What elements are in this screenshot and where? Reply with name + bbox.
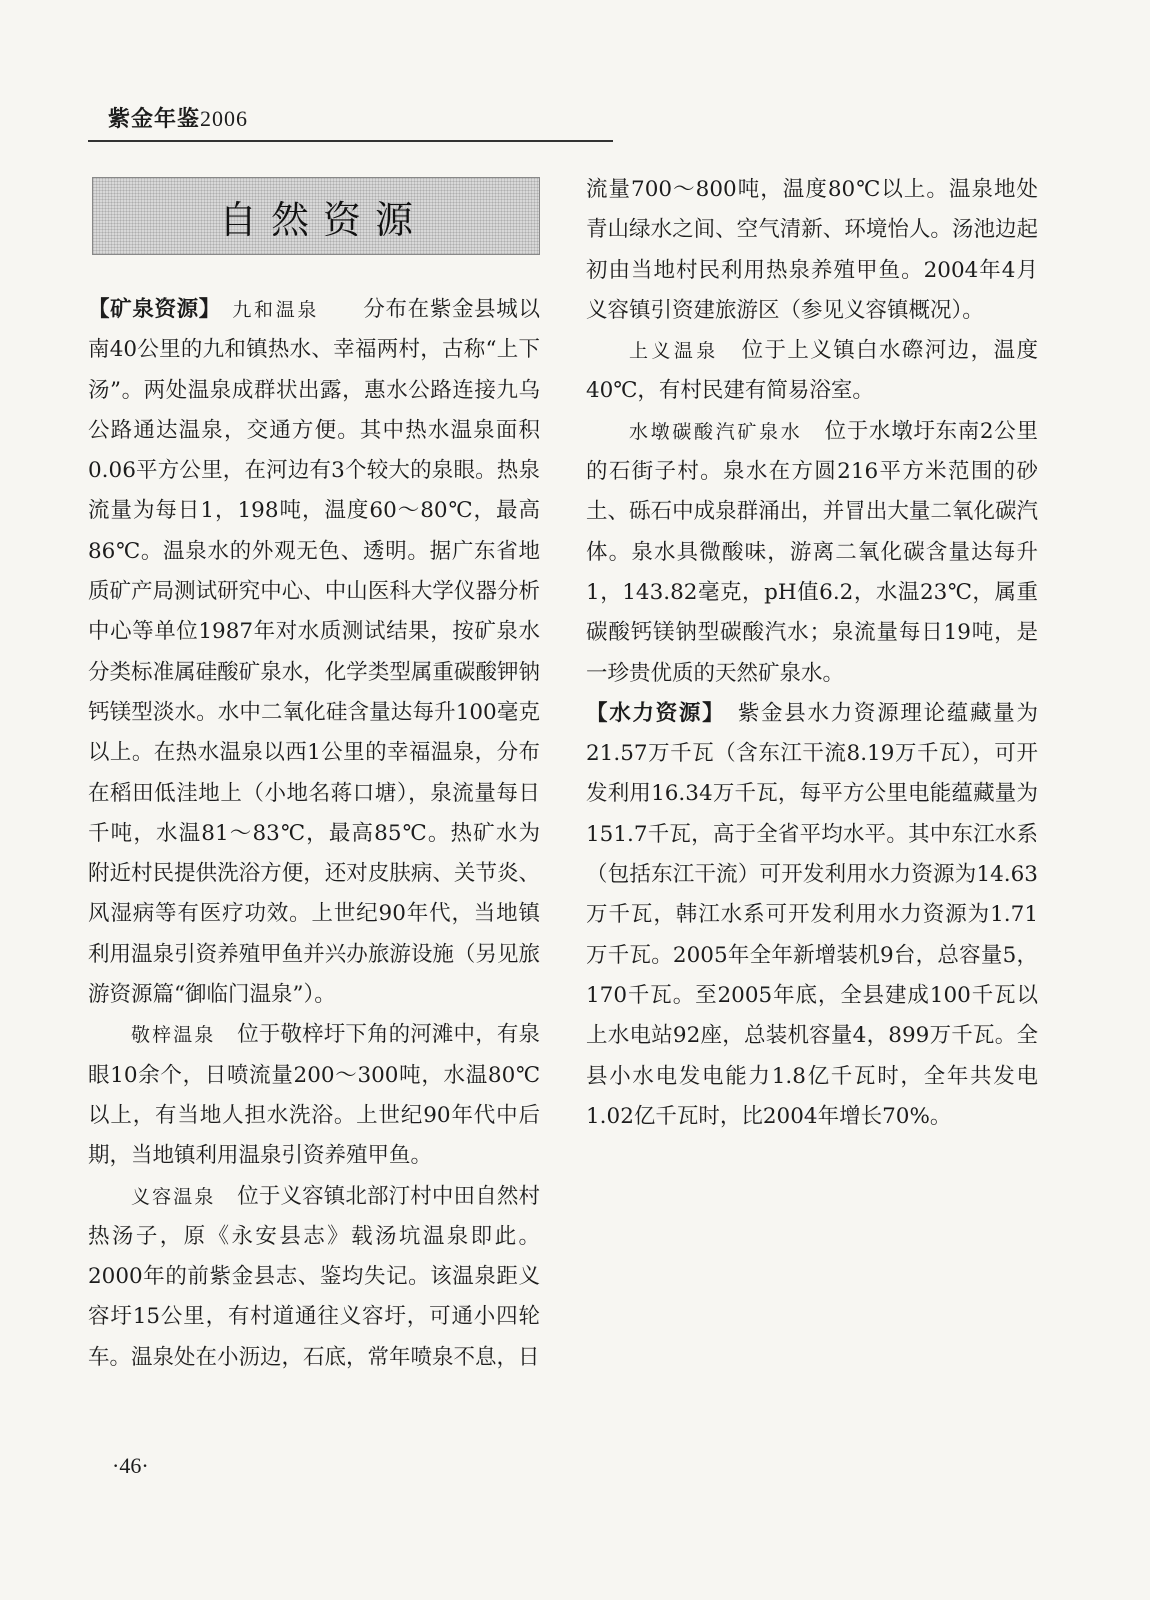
yearbook-title: 紫金年鉴 [108, 107, 201, 132]
paragraph-yirong-continued [586, 170, 1038, 331]
header-rule [88, 140, 613, 142]
section-title: 自然资源 [218, 197, 427, 242]
yirong-text: 位于义容镇北部汀村中田自然村热汤子，原《永安县志》载汤坑温泉即此。2000年的前紫金县志、鉴均失记。该温泉距义容圩15公里，有村道通往义容圩，可通小四轮车。温泉处在小沥边，石底，常年喷泉不息，日 [88, 1183, 540, 1370]
jingzi-text: 位于敬梓圩下角的河滩中，有泉眼10余个，日喷流量200～300吨，水温80℃以上，有当地人担水洗浴。上世纪90年代中后期，当地镇利用温泉引资养殖甲鱼。 [88, 1022, 540, 1169]
paragraph-shuidun [586, 412, 1038, 694]
jiuhe-text: 分布在紫金县城以南40公里的九和镇热水、幸福两村，古称“上下汤”。两处温泉成群状出露，惠水公路连接九乌公路通达温泉，交通方便。其中热水温泉面积0.06平方公里，在河边有3个较大的泉眼。热泉流量为每日1，198吨，温度60～80℃，最高86℃。温泉水的外观无色、透明。据广东省地质矿产局测试研究中心、中山医科大学仪器分析中心等单位1987年对水质测试结果，按矿泉水分类标准属硅酸矿泉水，化学类型属重碳酸钾钠钙镁型淡水。水中二氧化硅含量达每升100毫克以上。在热水温泉以西1公里的幸福温泉，分布在稻田低洼地上（小地名蒋口塘），泉流量每日千吨，水温81～83℃，最高85℃。热矿水为附近村民提供洗浴方便，还对皮肤病、关节炎、风湿病等有医疗功效。上世纪90年代，当地镇利用温泉引资养殖甲鱼并兴办旅游设施（另见旅游资源篇“御临门温泉”）。 [88, 297, 540, 1008]
jingzi-subtitle: 敬梓温泉 [131, 1024, 216, 1047]
shuidun-text: 位于水墩圩东南2公里的石街子村。泉水在方圆216平方米范围的砂土、砾石中成泉群涌出，并冒出大量二氧化碳汽体。泉水具微酸味，游离二氧化碳含量达每升1，143.82毫克，pH值6.2，水温23℃，属重碳酸钙镁钠型碳酸汽水；泉流量每日19吨，是一珍贵优质的天然矿泉水。 [586, 418, 1038, 686]
paragraph-yirong [88, 1177, 540, 1378]
running-header [108, 102, 248, 133]
yirong-text-continued: 流量700～800吨，温度80℃以上。温泉地处青山绿水之间、空气清新、环境怡人。汤池边起初由当地村民利用热泉养殖甲鱼。2004年4月义容镇引资建旅游区（参见义容镇概况）。 [586, 177, 1038, 323]
page-number: ·46· [112, 1453, 149, 1478]
paragraph-hydro [586, 694, 1038, 1137]
paragraph-jingzi [88, 1015, 540, 1176]
paragraph-shangyi [586, 331, 1038, 412]
mineral-section-tag: 【矿泉资源】 [88, 297, 211, 322]
right-column [586, 170, 1038, 1137]
left-column [88, 290, 540, 1378]
yearbook-year: 2006 [200, 106, 249, 131]
hydro-section-tag: 【水力资源】 [586, 700, 715, 726]
shuidun-subtitle: 水墩碳酸汽矿泉水 [629, 420, 803, 443]
shangyi-subtitle: 上义温泉 [629, 340, 719, 363]
section-title-box [92, 177, 540, 255]
paragraph-jiuhe [88, 290, 540, 1015]
shangyi-text: 位于上义镇白水磜河边，温度40℃，有村民建有简易浴室。 [586, 338, 1038, 404]
jiuhe-subtitle: 九和温泉 [232, 299, 320, 321]
hydro-text: 紫金县水力资源理论蕴藏量为21.57万千瓦（含东江干流8.19万千瓦），可开发利用16.34万千瓦，每平方公里电能蕴藏量为151.7千瓦，高于全省平均水平。其中东江水系（包括东江干流）可开发利用水力资源为14.63万千瓦，韩江水系可开发利用水力资源为1.71万千瓦。2005年全年新增装机9台，总容量5，170千瓦。至2005年底，全县建成100千瓦以上水电站92座，总装机容量4，899万千瓦。全县小水电发电能力1.8亿千瓦时，全年共发电1.02亿千瓦时，比2004年增长70%。 [586, 700, 1038, 1129]
yirong-subtitle: 义容温泉 [131, 1185, 216, 1208]
